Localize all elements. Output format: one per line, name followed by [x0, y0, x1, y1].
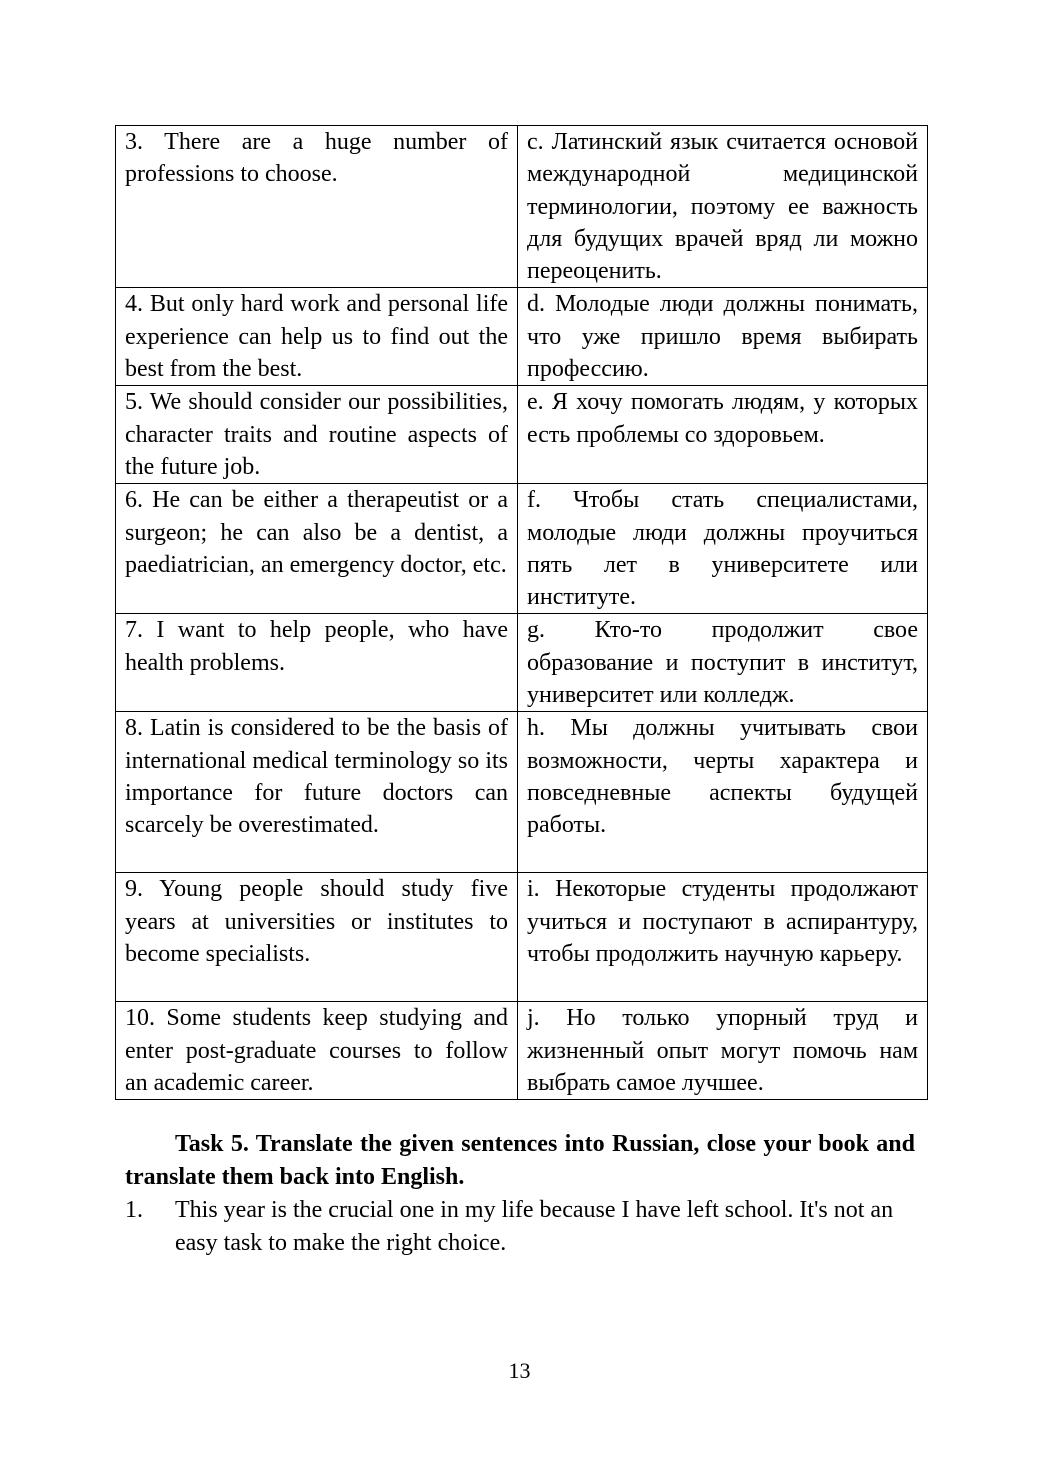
russian-sentence-cell: h. Мы должны учитывать свои возможности, черты характера и повседневные аспекты будущей работы.	[518, 712, 928, 873]
table-row	[116, 484, 928, 614]
english-sentence-cell: 3. There are a huge number of professions to choose.	[116, 126, 518, 288]
russian-sentence-cell: f. Чтобы стать специалистами, молодые люди должны проучиться пять лет в университете или институте.	[518, 484, 928, 614]
table-row	[116, 1002, 928, 1100]
english-sentence-cell: 4. But only hard work and personal life experience can help us to find out the best from the best.	[116, 288, 518, 386]
russian-sentence-cell: g. Кто-то продолжит свое образование и поступит в институт, университет или колледж.	[518, 614, 928, 712]
table-row	[116, 614, 928, 712]
sentence-text: This year is the crucial one in my life because I have left school. It's not an easy task to make the right choice.	[175, 1197, 894, 1256]
russian-sentence-cell: i. Некоторые студенты продолжают учиться и поступают в аспирантуру, чтобы продолжить научную карьеру.	[518, 873, 928, 1002]
russian-sentence-cell: e. Я хочу помогать людям, у которых есть проблемы со здоровьем.	[518, 386, 928, 484]
task-5-sentence	[125, 1194, 915, 1260]
russian-sentence-cell: d. Молодые люди должны понимать, что уже пришло время выбирать профессию.	[518, 288, 928, 386]
english-sentence-cell: 9. Young people should study five years at universities or institutes to become specialists.	[116, 873, 518, 1002]
english-sentence-cell: 7. I want to help people, who have health problems.	[116, 614, 518, 712]
matching-table	[115, 125, 928, 1100]
russian-sentence-cell: j. Но только упорный труд и жизненный опыт могут помочь нам выбрать самое лучшее.	[518, 1002, 928, 1100]
english-sentence-cell: 5. We should consider our possibilities, character traits and routine aspects of the future job.	[116, 386, 518, 484]
sentence-number: 1.	[125, 1197, 143, 1223]
page-number: 13	[508, 1358, 531, 1383]
table-row	[116, 126, 928, 288]
table-row	[116, 386, 928, 484]
task-5-heading: Task 5. Translate the given sentences into Russian, close your book and translate them back into English.	[125, 1131, 915, 1190]
english-sentence-cell: 6. He can be either a therapeutist or a surgeon; he can also be a dentist, a paediatrician, an emergency doctor, etc.	[116, 484, 518, 614]
table-row	[116, 288, 928, 386]
english-sentence-cell: 10. Some students keep studying and enter post-graduate courses to follow an academic career.	[116, 1002, 518, 1100]
table-row	[116, 712, 928, 873]
russian-sentence-cell: c. Латинский язык считается основой международной медицинской терминологии, поэтому ее важность для будущих врачей вряд ли можно переоценить.	[518, 126, 928, 288]
english-sentence-cell: 8. Latin is considered to be the basis of international medical terminology so its importance for future doctors can scarcely be overestimated.	[116, 712, 518, 873]
table-row	[116, 873, 928, 1002]
